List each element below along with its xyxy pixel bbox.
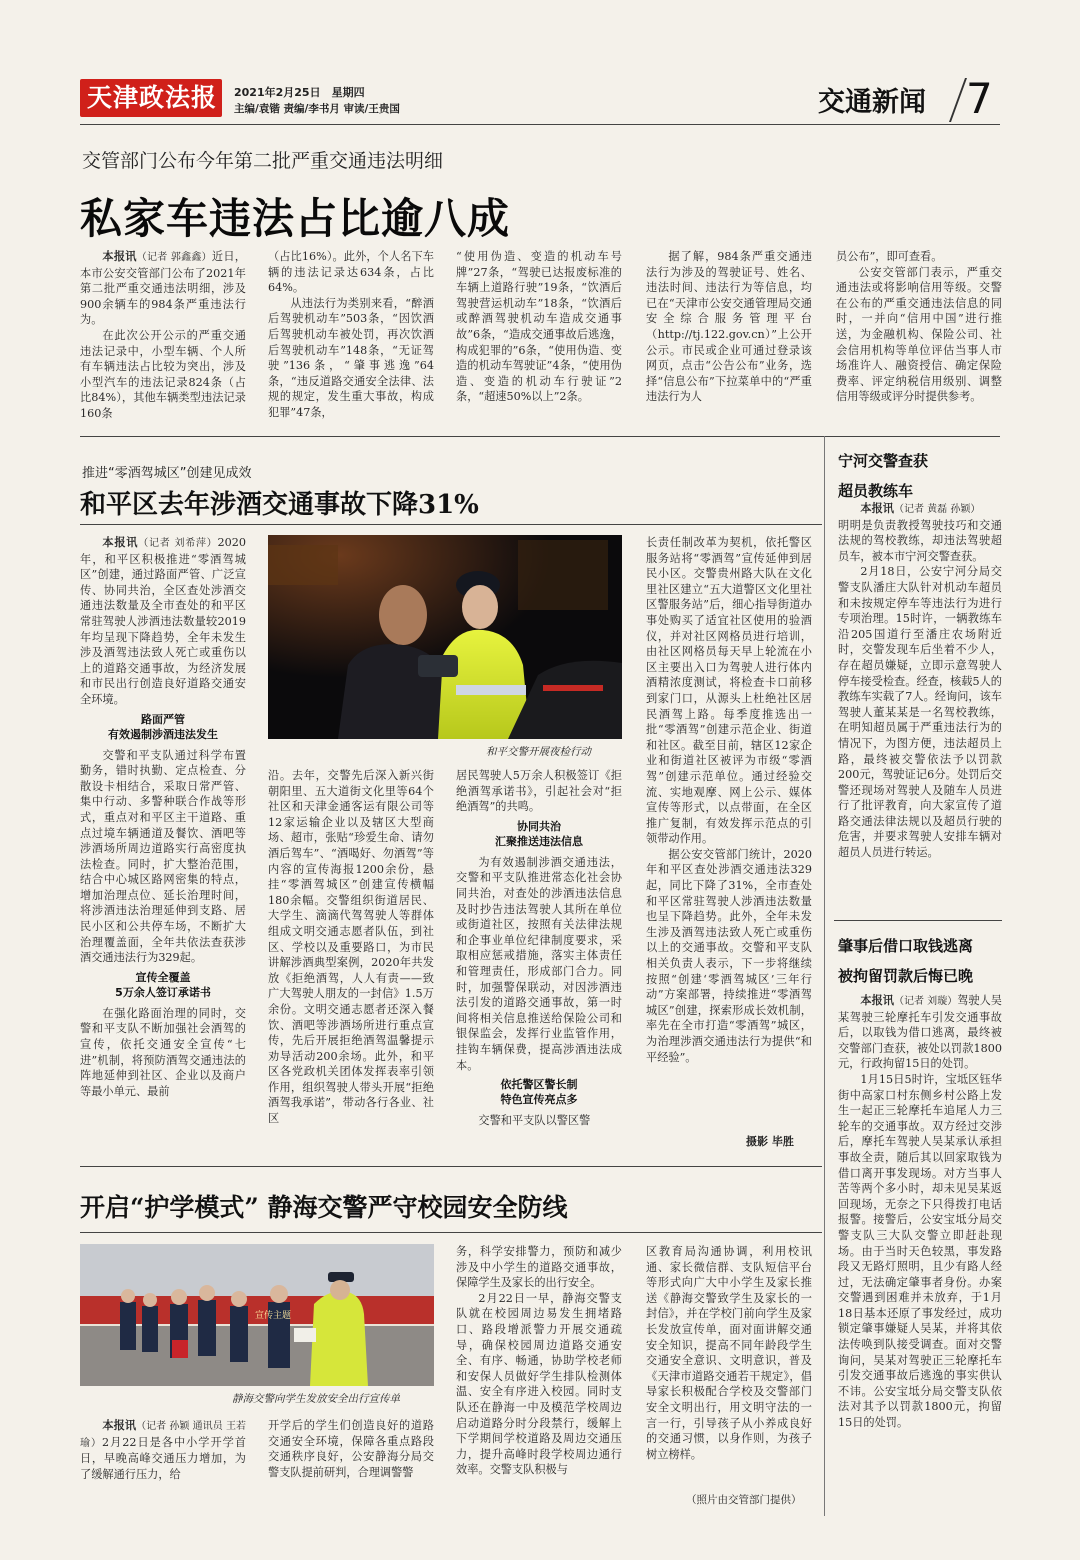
- byline-reporter: （记者 刘璇）: [893, 996, 958, 1007]
- school-safety-illustration: [80, 1244, 434, 1386]
- article1-headline: 私家车违法占比逾八成: [80, 194, 511, 243]
- sidebar-rule: [834, 920, 1002, 921]
- article3-para2: 开学后的学生们创造良好的道路交通安全环境，保障各重点路段交通秩序良好，公安静海分局交警支队提前研判，合理调警警: [268, 1419, 434, 1479]
- article2-para4: 沿。去年，交警先后深入新兴街朝阳里、五大道街文化里等64个社区和天津金通客运有限公司等12家运输企业以及辖区大型商场、超市，张贴“珍爱生命、请勿酒后驾车”、“酒喝好、勿酒驾”等内容的宣传海报1200余份，悬挂“零酒驾城区”创建宣传横幅180余幅。交警组织街道居民、大学生、滴滴代驾驾驶人等群体组成文明交通志愿者队伍，到社区、学校以及重要路口，为市民讲解涉酒典型案例，2020年共发放《拒绝酒驾，人人有责——致广大驾驶人朋友的一封信》1.5万余份。文明交通志愿者还深入餐饮、酒吧等涉酒场所进行重点宣传，先后开展拒绝酒驾温馨提示劝导活动200余场。此外，和平区各党政机关团体发挥表率引领作用，组织驾驶人带头开展“拒绝酒驾我承诺”，带动各行各业、社区: [268, 769, 434, 1126]
- article3-para5: 区教育局沟通协调，利用校讯通、家长微信群、支队短信平台等形式向广大中小学生及家长推送《静海交警致学生及家长的一封信》，并在学校门前向学生及家长发放宣传单，面对面讲解交通安全知识，提高不同年龄段学生交通安全意识、文明意识，普及《天津市道路交通若干规定》，倡导家长积极配合学校及交警部门安全文明出行，用文明守法的一言一行，引导孩子从小养成良好的交通习惯，以身作则，为孩子树立榜样。: [646, 1245, 812, 1461]
- night-check-illustration: [268, 535, 622, 739]
- article3-top-rule: [80, 1166, 822, 1167]
- subhead-cooperation: [456, 819, 622, 849]
- subhead-line: 特色宣传亮点多: [500, 1093, 578, 1107]
- article1-para1: 近日，本市公安交管部门公布了2021年第二批严重交通违法明细，涉及900余辆车的984条严重违法行为。: [80, 250, 246, 327]
- subhead-line: 5万余人签订承诺书: [115, 985, 211, 999]
- article3-headline: 开启“护学模式” 静海交警严守校园安全防线: [80, 1193, 568, 1222]
- byline-reporter: （记者 刘希萍）: [138, 538, 218, 549]
- photo-credit: 摄影 毕胜: [746, 1135, 794, 1148]
- subhead-line: 协同共治: [517, 819, 561, 833]
- section-title: 交通新闻: [818, 87, 926, 118]
- article2-headline-rule: [80, 524, 822, 525]
- byline-reporter: （记者 孙颖 通讯员 王若瑜）: [80, 1421, 246, 1449]
- article3-para3: 务，科学安排警力，预防和减少涉及中小学生的道路交通事故，保障学生及家长的出行安全。: [456, 1245, 622, 1290]
- article2-para6: 为有效遏制涉酒交通违法，交警和平支队推进常态化社会协同共治，对查处的涉酒违法信息及时抄告违法驾驶人其所在单位或街道社区，按照有关法律法规和企事业单位纪律制度要求，采取相应惩戒措施，落实主体责任和管理责任，形成部门合力。同时，加强警保联动，对因涉酒违法引发的道路交通事故，第一时间将相关信息推送给保险公司和银保监会，发挥行业监管作用，挂钩车辆保费，提高涉酒违法成本。: [456, 855, 622, 1072]
- page-number: 7: [966, 74, 993, 123]
- article2-col2: [268, 768, 434, 1156]
- sidebar2-headline: [838, 931, 1002, 991]
- article1-para8: 公安交管部门表示，严重交通违法或将影响信用等级。交警在公布的严重交通违法信息的同时，一并向“信用中国”进行推送，为金融机构、保险公司、社会信用机构等单位评估当事人市场准许人、融资授信、确定保险费率、评定纳税信用级别、调整信用等级或评分时提供参考。: [836, 265, 1002, 404]
- article2-col1: [80, 535, 246, 1153]
- headline-line: 肇事后借口取钱逃离: [838, 937, 974, 955]
- article2-col4: [646, 535, 812, 1131]
- sidebar2-body: [838, 993, 1002, 1511]
- article2-para1: 2020年，和平区积极推进“零酒驾城区”创建，通过路面严管、广泛宣传、协同共治，全区查处涉酒交通违法数量及全市查处的和平区常驻驾驶人涉酒违法数量较2019年均呈现下降趋势，全年未发生涉及酒驾违法致人死亡或重伤以上的道路交通事故，为经济发展和市民出行创造良好道路交通安全环境。: [80, 536, 246, 706]
- article3-col1: [80, 1418, 246, 1512]
- headline-line: 被拘留罚款后悔已晚: [838, 967, 974, 985]
- article1-para3: （占比16%）。此外，个人名下车辆的违法记录达634条，占比64%。: [268, 250, 434, 295]
- article3-photo-credit: （照片由交管部门提供）: [686, 1494, 802, 1506]
- article1-para4: 从违法行为类别来看，“醉酒后驾驶机动车”503条，“因饮酒后驾驶机动车被处罚，再次饮酒后驾驶机动车”148条，“无证驾驶”136条，“肇事逃逸”64条，“违反道路交通安全法律、法规的规定，发生重大事故，构成犯罪”47条，: [268, 296, 434, 419]
- subhead-line: 宣传全覆盖: [135, 970, 191, 984]
- article3-para1: 2月22日是各中小学开学首日，早晚高峰交通压力增加，为了缓解通行压力，给: [80, 1435, 246, 1481]
- sidebar1-para1: 明明是负责教授驾驶技巧和交通法规的驾校教练，却违法驾驶超员车，被本市宁河交警查获。: [838, 518, 1002, 563]
- section-divider: [949, 78, 967, 122]
- article1-col1: [80, 249, 246, 427]
- sidebar2-para2: 1月15日5时许，宝坻区钰华街中高家口村东侧乡村公路上发生一起正三轮摩托车追尾人力三轮车的交通事故。双方经过交涉后，摩托车驾驶人吴某承认承担事故全责，随后其以回家取钱为借口离开事发现场。对方当事人苦等两个多小时，却未见吴某返回现场，无奈之下只得拨打电话报警。接警后，公安宝坻分局交警支队三大队交警立即赶赴现场。由于当时天色较黑，事发路段又无路灯照明，且少有路人经过，无法确定肇事者身份。办案交警遇到困难并未放弃，于1月18日基本还原了事发经过，成功锁定肇事嫌疑人吴某，并将其依法传唤到队接受调查。面对交警询问，吴某对驾驶正三轮摩托车引发交通事故后逃逸的事实供认不讳。公安宝坻分局交警支队依法对其予以罚款1800元，拘留15日的处罚。: [838, 1072, 1002, 1430]
- article2-para2: 交警和平支队通过科学布置勤务，错时执勤、定点检查、分散设卡相结合，采取日常严管、集中行动、多警种联合作战等形式，重点对和平区主干道路、重点过境车辆通道及餐饮、酒吧等涉酒场所周边道路实行高密度执法检查。同时，扩大整治范围，结合中心城区路网密集的特点，增加治理点位、延长治理时间，将涉酒违法治理延伸到支路、居民小区和公共停车场，不断扩大治理覆盖面，全年共依法查获涉酒交通违法行为329起。: [80, 748, 246, 965]
- article3-col4: [646, 1244, 812, 1488]
- byline-reporter: （记者 黄磊 孙颖）: [893, 504, 981, 515]
- article3-para4: 2月22日一早，静海交警支队就在校园周边易发生拥堵路口、路段增派警力开展交通疏导，确保校园周边道路交通安全、有序、畅通，协助学校老师和安保人员做好学生排队检测体温、安全有序进入校园。同时支队还在静海一中及模范学校周边启动道路分时分段禁行，缓解上下学期间学校道路及周边交通压力，提升高峰时段学校周边通行效率。交警支队积极与: [456, 1291, 622, 1477]
- article3-headline-rule: [80, 1232, 822, 1233]
- headline-line: 宁河交警查获: [838, 452, 929, 470]
- article1-para7: 员公布”，即可查看。: [836, 250, 943, 263]
- article1-col4: [646, 249, 812, 427]
- article3-col2: [268, 1418, 434, 1512]
- article1-col3: [456, 249, 622, 427]
- article2-para8: 长责任制改革为契机，依托警区服务站将“零酒驾”宣传延伸到居民小区。交警贵州路大队在文化里社区建立“五大道警区文化里社区警服务站”后，细心指导街道办事处购买了适宜社区使用的验酒仪，并对社区网格员进行培训，由社区网格员每天早上轮流在小区主要出入口为驾驶人进行体内酒精浓度测试，将检查卡口前移到家门口，从源头上杜绝社区居民酒驾上路。每季度推选出一批“零酒驾”创建示范企业、街道和社区。截至目前，辖区12家企业和街道社区被评为市级“零酒驾”创建示范单位。通过经验交流、实地观摩、网上公示、媒体宣传等形式，以点带面，在全区推广复制，有效发挥示范点的引领带动作用。: [646, 536, 812, 846]
- article2-headline: 和平区去年涉酒交通事故下降31%: [80, 490, 479, 520]
- night-check-photo: [268, 535, 622, 739]
- byline-reporter: （记者 郭鑫鑫）: [136, 252, 212, 263]
- byline-label: 本报讯: [102, 1419, 137, 1432]
- article2-para9: 据公安交管部门统计，2020年和平区查处涉酒交通违法329起，同比下降了31%，全市查处和平区常驻驾驶人涉酒违法数量也呈下降趋势。此外，全年未发生涉及酒驾违法致人死亡或重伤以上的交通事故。交警和平支队相关负责人表示，下一步将继续按照“创建‘零酒驾城区’三年行动”方案部署，持续推进“零酒驾城区”创建，探索形成长效机制，率先在全市打造“零酒驾”城区，为治理涉酒交通违法行为提供“和平经验”。: [646, 847, 812, 1064]
- sidebar2-para1: 驾驶人吴某驾驶三轮摩托车引发交通事故后，以取钱为借口逃离，最终被交警部门查获，被处以罚款1800元，行政拘留15日的处罚。: [838, 994, 1002, 1071]
- sidebar1-headline: [838, 446, 1002, 506]
- subhead-road-control: [80, 712, 246, 742]
- issue-date: 2021年2月25日 星期四: [234, 86, 365, 99]
- subhead-line: 汇聚推送违法信息: [495, 834, 583, 848]
- sidebar1-para2: 2月18日，公安宁河分局交警支队潘庄大队针对机动车超员和未按规定停车等违法行为进行专项治理。15时许，一辆教练车沿205国道行至潘庄农场附近时，交警发现车后坐着不少人，存在超员嫌疑，立即示意驾驶人停车接受检查。经查，核载5人的教练车实载了7人。经询问，该车驾驶人董某某是一名驾校教练，在明知超员属于严重违法行为的情况下，为图方便，违法超员上路，最终被交警依法予以罚款200元，驾驶证记6分。处罚后交警还现场对驾驶人及随车人员进行了批评教育，向大家宣传了道路交通法律法规以及超员行驶的危害，并要求驾驶人安排车辆对超员人员进行转运。: [838, 565, 1002, 860]
- subhead-line: 路面严管: [141, 712, 185, 726]
- masthead-rule: [80, 124, 1000, 125]
- editors-line: 主编/袁锴 责编/李书月 审读/王贵国: [234, 103, 400, 115]
- article3-col3: [456, 1244, 622, 1512]
- article2-col3: [456, 768, 622, 1156]
- school-safety-photo: [80, 1244, 434, 1386]
- sidebar-divider: [824, 436, 825, 1516]
- subhead-police-district: [456, 1077, 622, 1107]
- night-check-caption: 和平交警开展夜检行动: [486, 746, 591, 758]
- article2-para3: 在强化路面治理的同时，交警和平支队不断加强社会酒驾的宣传，依托交通安全宣传“七进”机制，将预防酒驾交通违法的阵地延伸到社区、企业以及商户等最小单元、最前: [80, 1006, 246, 1098]
- banner-text: 宣传主题: [255, 1311, 292, 1321]
- subhead-line: 有效遏制涉酒违法发生: [108, 727, 218, 741]
- article1-col2: [268, 249, 434, 427]
- byline-label: 本报讯: [860, 502, 894, 515]
- byline-label: 本报讯: [102, 536, 139, 549]
- byline-label: 本报讯: [860, 994, 894, 1007]
- paper-name: 天津政法报: [86, 83, 217, 112]
- subhead-publicity: [80, 970, 246, 1000]
- article2-para7: 交警和平支队以警区警: [478, 1114, 591, 1128]
- headline-line: 超员教练车: [838, 482, 914, 500]
- byline-label: 本报讯: [102, 250, 137, 263]
- sidebar1-body: [838, 501, 1002, 913]
- article1-para6: 据了解，984条严重交通违法行为涉及的驾驶证号、姓名、违法时间、违法行为等信息，均已在“天津市公安交通管理局交通安全综合服务管理平台（http://tj.122.gov.cn）”上公开公示。市民或企业可通过登录该网页，点击“公告公布”业务，选择“信息公布”下拉菜单中的“严重违法行为人: [646, 250, 812, 404]
- school-safety-caption: 静海交警向学生发放安全出行宣传单: [232, 1393, 400, 1405]
- article1-para2: 在此次公开公示的严重交通违法记录中，小型车辆、个人所有车辆违法占比较为突出，涉及小型汽车的违法记录824条（占比84%），其他车辆类型违法记录160条: [80, 328, 246, 420]
- article1-para5: “使用伪造、变造的机动车号牌”27条，“驾驶已达报废标准的车辆上道路行驶”19条，“饮酒后驾驶营运机动车”18条，“饮酒后或醉酒驾驶机动车造成交通事故”6条，“造成交通事故后逃逸，构成犯罪的”6条，“使用伪造、变造的机动车驾驶证”4条，“使用伪造、变造的机动车行驶证”2条，“超速50%以上”2条。: [456, 250, 622, 404]
- article1-kicker: 交管部门公布今年第二批严重交通违法明细: [82, 150, 444, 172]
- subhead-line: 依托警区警长制: [500, 1078, 578, 1092]
- article1-col5: [836, 249, 1002, 427]
- article2-kicker: 推进“零酒驾城区”创建见成效: [82, 466, 252, 481]
- article1-bottom-rule: [80, 436, 1000, 437]
- article2-para5: 居民驾驶人5万余人积极签订《拒绝酒驾承诺书》，引起社会对“拒绝酒驾”的共鸣。: [456, 769, 622, 814]
